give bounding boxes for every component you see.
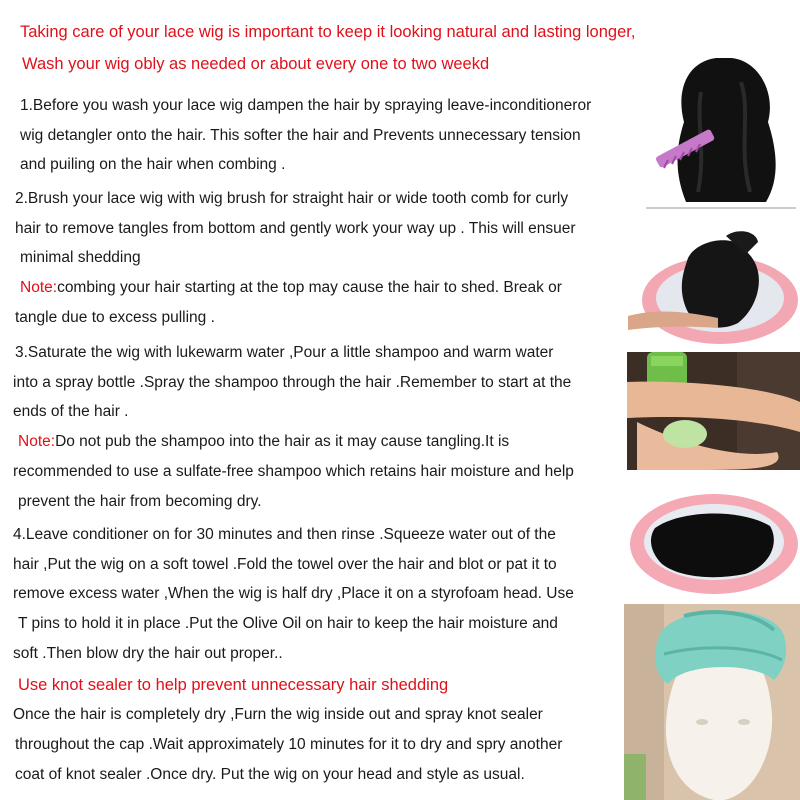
step1-line-2: wig detangler onto the hair. This softer the hair and Prevents unnecessary tension [20, 127, 581, 144]
step3-note-line-2: recommended to use a sulfate-free shampoo which retains hair moisture and help [13, 463, 574, 480]
intro-line-1: Taking care of your lace wig is important to keep it looking natural and lasting longer, [20, 23, 636, 41]
note-label: Note: [18, 433, 56, 450]
intro-line-2: Wash your wig obly as needed or about every one to two weekd [22, 55, 490, 73]
step2-line-3: minimal shedding [20, 249, 141, 266]
wig-comb-photo [646, 52, 796, 210]
knot-line-1: Once the hair is completely dry ,Furn the wig inside out and spray knot sealer [13, 706, 543, 723]
step1-line-3: and puiling on the hair when combing . [20, 156, 286, 173]
step3-line-2: into a spray bottle .Spray the shampoo through the hair .Remember to start at the [13, 374, 572, 391]
step4-line-1: 4.Leave conditioner on for 30 minutes and then rinse .Squeeze water out of the [13, 526, 556, 543]
step3-line-3: ends of the hair . [13, 403, 129, 420]
step2-line-1: 2.Brush your lace wig with wig brush for straight hair or wide tooth comb for curly [15, 190, 569, 207]
knot-line-2: throughout the cap .Wait approximately 10 minutes for it to dry and spry another [15, 736, 563, 753]
step2-note-line-2: tangle due to excess pulling . [15, 309, 215, 326]
step1-line-1: 1.Before you wash your lace wig dampen the hair by spraying leave-inconditioneror [20, 97, 592, 114]
step3-line-1: 3.Saturate the wig with lukewarm water ,Pour a little shampoo and warm water [15, 344, 554, 361]
step4-line-3: remove excess water ,When the wig is half dry ,Place it on a styrofoam head. Use [13, 585, 574, 602]
note-label: Note: [20, 279, 58, 296]
shampoo-hand-photo [627, 352, 800, 470]
styrofoam-head-photo [624, 604, 800, 800]
step3-note-line-1 [18, 432, 509, 452]
step4-line-5: soft .Then blow dry the hair out proper.. [13, 645, 283, 662]
knot-sealer-heading: Use knot sealer to help prevent unnecessary hair shedding [18, 676, 449, 694]
step4-line-4: T pins to hold it in place .Put the Olive Oil on hair to keep the hair moisture and [18, 615, 558, 632]
basin-wash-photo [628, 228, 800, 346]
step4-line-2: hair ,Put the wig on a soft towel .Fold the towel over the hair and blot or pat it to [13, 556, 557, 573]
note-text: Do not pub the shampoo into the hair as it may cause tangling.It is [55, 433, 510, 450]
step2-note-line-1 [20, 278, 562, 298]
step2-line-2: hair to remove tangles from bottom and gently work your way up . This will ensuer [15, 220, 576, 237]
knot-line-3: coat of knot sealer .Once dry. Put the wig on your head and style as usual. [15, 766, 525, 783]
note-text: combing your hair starting at the top may cause the hair to shed. Break or [57, 279, 562, 296]
conditioner-basin-photo [620, 488, 800, 606]
step3-note-line-3: prevent the hair from becoming dry. [18, 493, 262, 510]
